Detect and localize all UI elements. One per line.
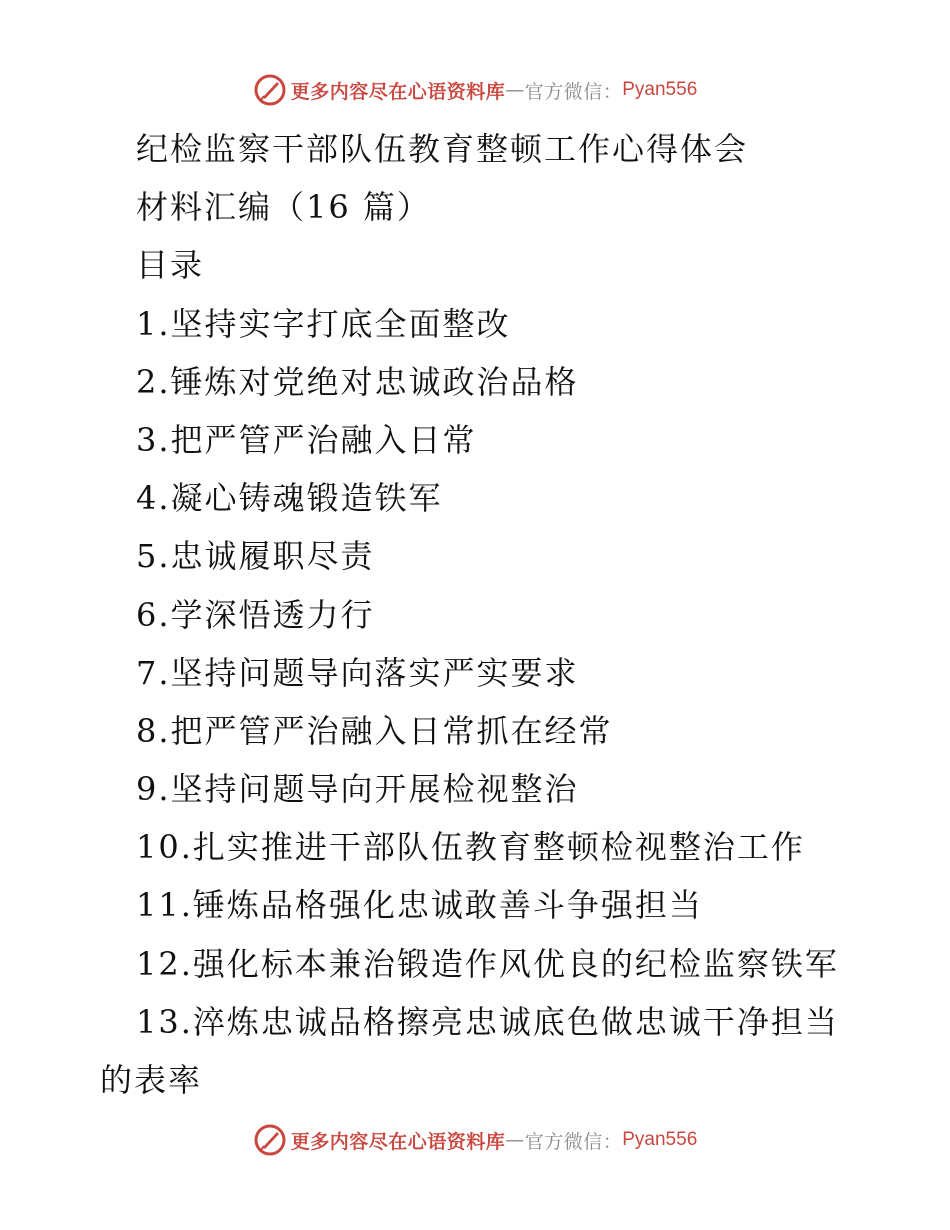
toc-item: 8.把严管严治融入日常抓在经常 [136,711,613,750]
toc-item: 2.锤炼对党绝对忠诚政治品格 [136,362,579,401]
toc-item: 7.坚持问题导向落实严实要求 [136,653,579,692]
watermark-code: Pyan556 [622,79,698,100]
toc-item: 9.坚持问题导向开展检视整治 [136,770,579,809]
document-body [100,120,840,1109]
toc-item: 5.忠诚履职尽责 [136,537,375,576]
toc-item: 1.坚持实字打底全面整改 [136,304,511,343]
toc-heading: 目录 [136,246,205,285]
watermark-official-label: 官方微信： [524,1130,623,1153]
toc-item: 6.学深悟透力行 [136,595,375,634]
watermark-official-label: 官方微信： [524,80,623,103]
watermark-dash: — [505,79,525,101]
footer-watermark [0,1120,950,1160]
quill-logo-icon [253,73,287,107]
toc-item: 10.扎实推进干部队伍教育整顿检视整治工作 [136,828,805,867]
watermark-main-text: 更多内容尽在心语资料库 [290,80,506,103]
quill-logo-icon [253,1123,287,1157]
watermark-code: Pyan556 [622,1129,698,1150]
toc-item: 13.淬炼忠诚品格擦亮忠诚底色做忠诚干净担当 [136,1002,839,1041]
toc-item: 11.锤炼品格强化忠诚敢善斗争强担当 [136,886,703,925]
toc-item: 12.强化标本兼治锻造作风优良的纪检监察铁军 [136,944,839,983]
doc-title-line-1: 纪检监察干部队伍教育整顿工作心得体会 [136,130,749,168]
toc-item: 4.凝心铸魂锻造铁军 [136,479,443,518]
watermark-dash: — [505,1129,525,1151]
watermark-main-text: 更多内容尽在心语资料库 [290,1130,506,1153]
header-watermark [0,70,950,110]
doc-title-line-2: 材料汇编（16 篇） [136,188,431,227]
toc-item-continuation: 的表率 [100,1061,203,1099]
toc-item: 3.把严管严治融入日常 [136,420,477,459]
